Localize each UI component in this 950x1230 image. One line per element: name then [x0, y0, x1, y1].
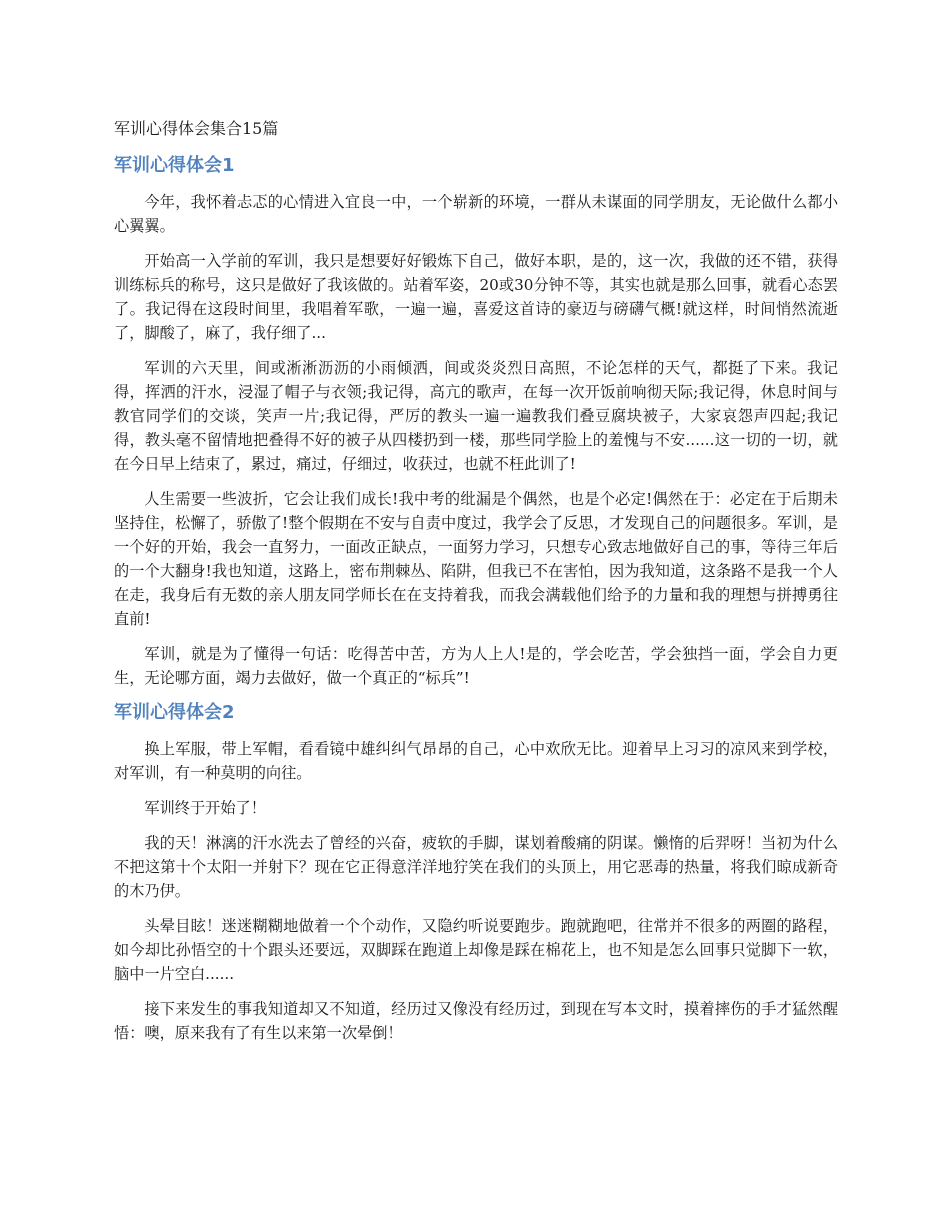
paragraph: 头晕目眩！迷迷糊糊地做着一个个动作，又隐约听说要跑步。跑就跑吧，往常并不很多的两圈的路程，如今却比孙悟空的十个跟头还要远，双脚踩在跑道上却像是踩在棉花上，也不知是怎么回事只觉脚下一软，脑中一片空白......: [114, 917, 838, 983]
paragraph: 人生需要一些波折，它会让我们成长!我中考的纰漏是个偶然，也是个必定!偶然在于：必定在于后期未坚持住，松懈了，骄傲了!整个假期在不安与自责中度过，我学会了反思，才发现自己的问题很多。军训，是一个好的开始，我会一直努力，一面改正缺点，一面努力学习，只想专心致志地做好自己的事，等待三年后的一个大翻身!我也知道，这路上，密布荆棘丛、陷阱，但我已不在害怕，因为我知道，这条路不是我一个人在走，我身后有无数的亲人朋友同学师长在在支持着我，而我会满载他们给予的力量和我的理想与拼搏勇往直前!: [114, 490, 838, 628]
paragraph: 军训的六天里，间或淅淅沥沥的小雨倾洒，间或炎炎烈日高照，不论怎样的天气，都挺了下来。我记得，挥洒的汗水，浸湿了帽子与衣领;我记得，高亢的歌声，在每一次开饭前响彻天际;我记得，休息时间与教官同学们的交谈，笑声一片;我记得，严厉的教头一遍一遍教我们叠豆腐块被子，大家哀怨声四起;我记得，教头毫不留情地把叠得不好的被子从四楼扔到一楼，那些同学脸上的羞愧与不安......这一切的一切，就在今日早上结束了，累过，痛过，仔细过，收获过，也就不枉此训了!: [114, 359, 838, 473]
paragraph: 接下来发生的事我知道却又不知道，经历过又像没有经历过，到现在写本文时，摸着摔伤的手才猛然醒悟：噢，原来我有了有生以来第一次晕倒！: [114, 1000, 838, 1042]
paragraph: 我的天！淋漓的汗水洗去了曾经的兴奋，疲软的手脚，谋划着酸痛的阴谋。懒惰的后羿呀！当初为什么不把这第十个太阳一并射下？现在它正得意洋洋地狞笑在我们的头顶上，用它恶毒的热量，将我们晾成新奇的木乃伊。: [114, 834, 838, 900]
section-2: [114, 701, 838, 1045]
document-title: 军训心得体会集合15篇: [114, 119, 279, 138]
paragraph: 军训终于开始了！: [144, 799, 266, 817]
paragraph: 军训，就是为了懂得一句话：吃得苦中苦，方为人上人!是的，学会吃苦，学会独挡一面，学会自力更生，无论哪方面，竭力去做好，做一个真正的“标兵”!: [114, 645, 838, 687]
section-heading: 军训心得体会2: [114, 702, 235, 723]
document-page: [114, 118, 838, 1056]
paragraph: 换上军服，带上军帽，看看镜中雄纠纠气昂昂的自己，心中欢欣无比。迎着早上习习的凉风来到学校，对军训，有一种莫明的向往。: [114, 740, 838, 782]
section-1: [114, 154, 838, 690]
section-heading: 军训心得体会1: [114, 155, 235, 176]
paragraph: 开始高一入学前的军训，我只是想要好好锻炼下自己，做好本职，是的，这一次，我做的还不错，获得训练标兵的称号，这只是做好了我该做的。站着军姿，20或30分钟不等，其实也就是那么回事，就看心态罢了。我记得在这段时间里，我唱着军歌，一遍一遍，喜爱这首诗的豪迈与磅礴气概!就这样，时间悄然流逝了，脚酸了，麻了，我仔细了...: [114, 252, 838, 342]
paragraph: 今年，我怀着忐忑的心情进入宜良一中，一个崭新的环境，一群从未谋面的同学朋友，无论做什么都小心翼翼。: [114, 193, 838, 235]
